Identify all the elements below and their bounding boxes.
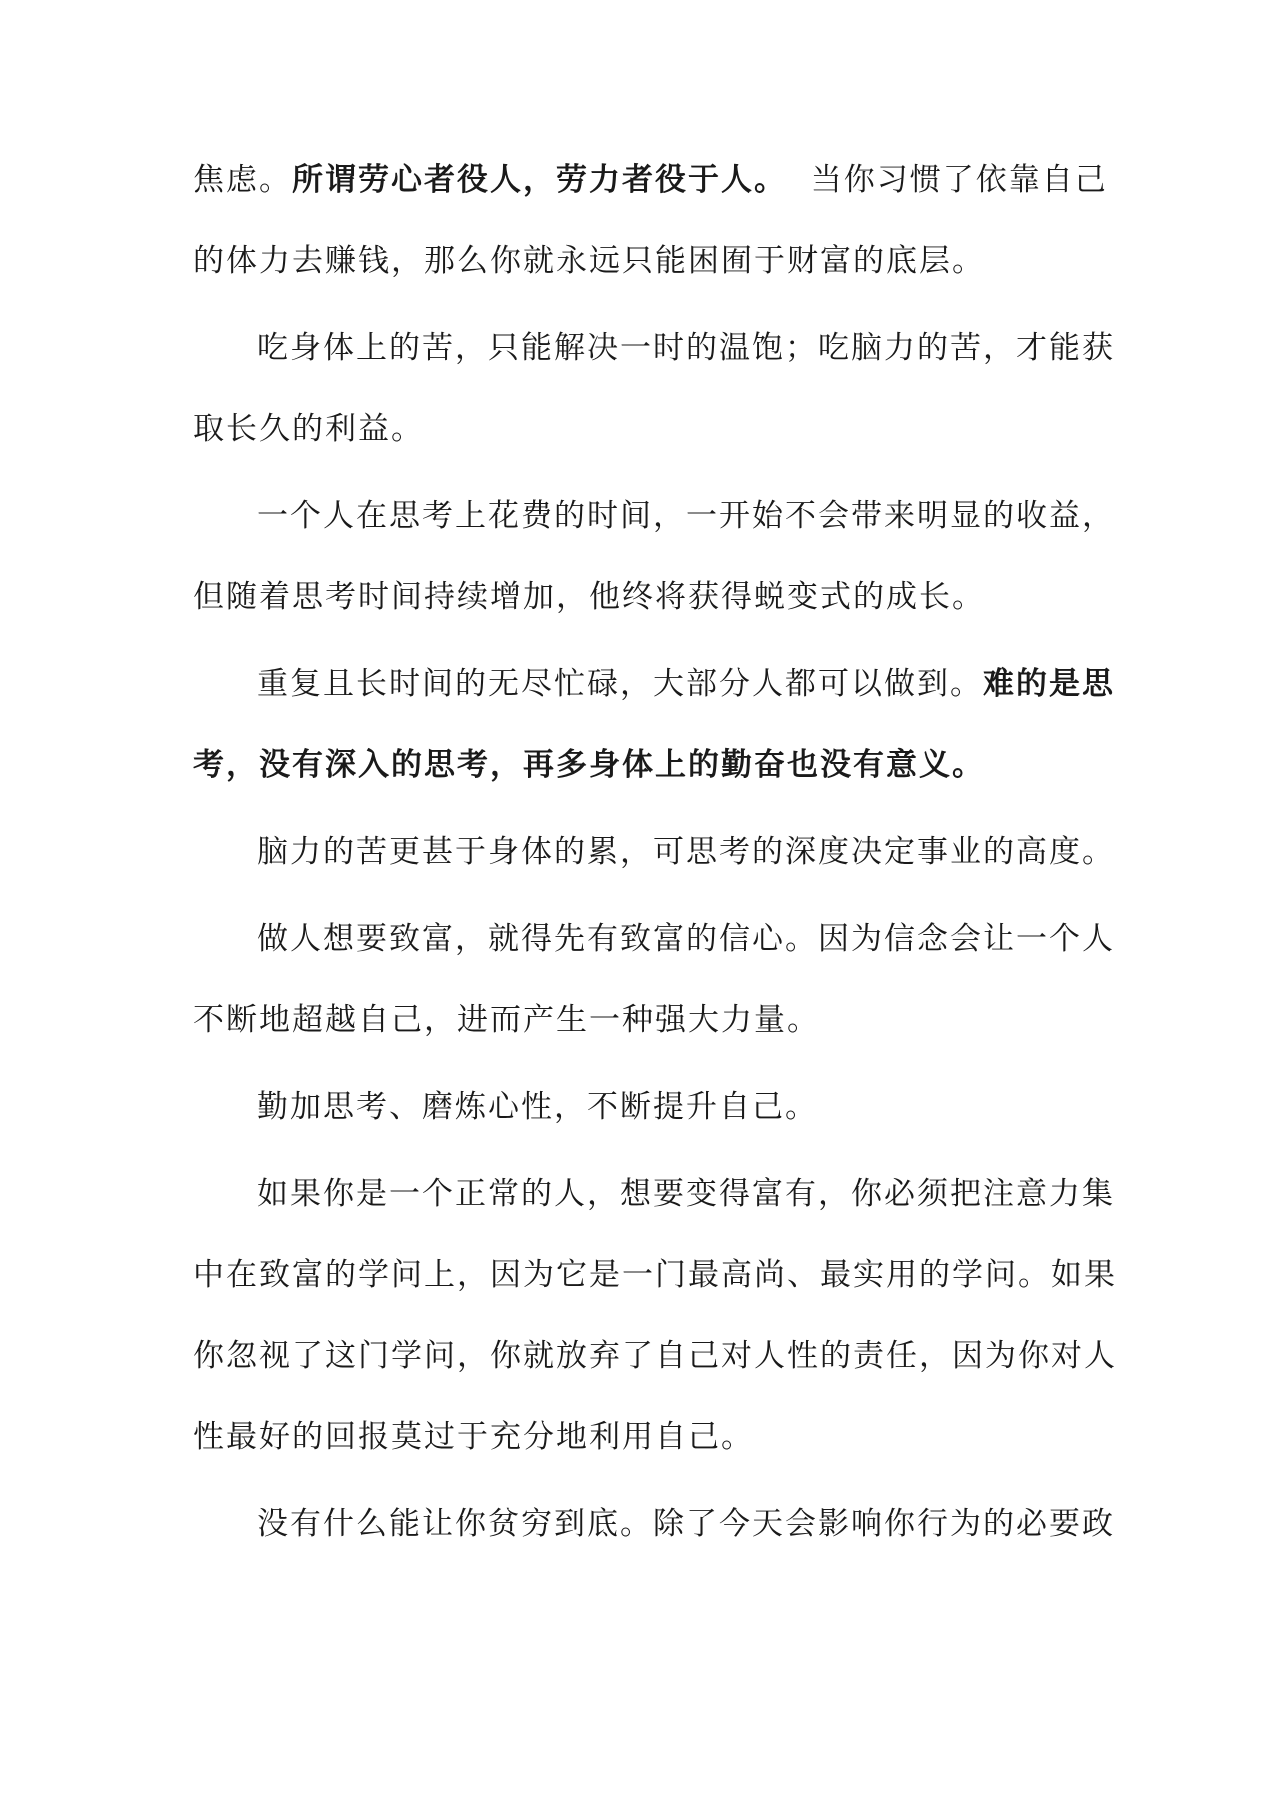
text-line: 取长久的利益。 xyxy=(193,411,424,447)
paragraph xyxy=(193,1504,1115,1544)
text-line: 性最好的回报莫过于充分地利用自己。 xyxy=(193,1419,754,1455)
text-line: 的体力去赚钱，那么你就永远只能困囿于财富的底层。 xyxy=(193,243,985,279)
text-line: 焦虑。所谓劳心者役人，劳力者役于人。 当你习惯了依靠自己 xyxy=(193,162,1108,198)
text-line: 不断地超越自己，进而产生一种强大力量。 xyxy=(193,1002,820,1038)
text-line: 吃身体上的苦，只能解决一时的温饱；吃脑力的苦，才能获 xyxy=(257,330,1115,366)
bold-text: 难的是思 xyxy=(983,666,1115,702)
paragraph xyxy=(193,664,1115,785)
paragraph xyxy=(193,919,1115,1040)
text-line: 重复且长时间的无尽忙碌，大部分人都可以做到。难的是思 xyxy=(257,666,1115,702)
text-line: 勤加思考、磨炼心性，不断提升自己。 xyxy=(257,1089,818,1125)
text-line: 如果你是一个正常的人，想要变得富有，你必须把注意力集 xyxy=(257,1176,1115,1212)
text-line: 做人想要致富，就得先有致富的信心。因为信念会让一个人 xyxy=(257,921,1115,957)
text-line xyxy=(193,745,1083,785)
paragraph xyxy=(193,328,1115,449)
paragraph xyxy=(193,1174,1117,1457)
text-line: 没有什么能让你贫穷到底。除了今天会影响你行为的必要政 xyxy=(257,1506,1115,1542)
document-page xyxy=(193,160,1117,1544)
text-line: 但随着思考时间持续增加，他终将获得蜕变式的成长。 xyxy=(193,579,985,615)
text-line: 一个人在思考上花费的时间，一开始不会带来明显的收益， xyxy=(257,498,1115,534)
text-line: 中在致富的学问上，因为它是一门最高尚、最实用的学问。如果 xyxy=(193,1257,1117,1293)
paragraph xyxy=(193,832,1115,872)
paragraph xyxy=(193,1087,1083,1127)
text-line: 你忽视了这门学问，你就放弃了自己对人性的责任，因为你对人 xyxy=(193,1338,1117,1374)
text-line: 脑力的苦更甚于身体的累，可思考的深度决定事业的高度。 xyxy=(257,834,1115,870)
bold-text: 所谓劳心者役人，劳力者役于人。 xyxy=(292,162,787,198)
paragraph xyxy=(193,496,1115,617)
paragraph xyxy=(193,160,1108,281)
bold-text: 考，没有深入的思考，再多身体上的勤奋也没有意义。 xyxy=(193,747,985,783)
